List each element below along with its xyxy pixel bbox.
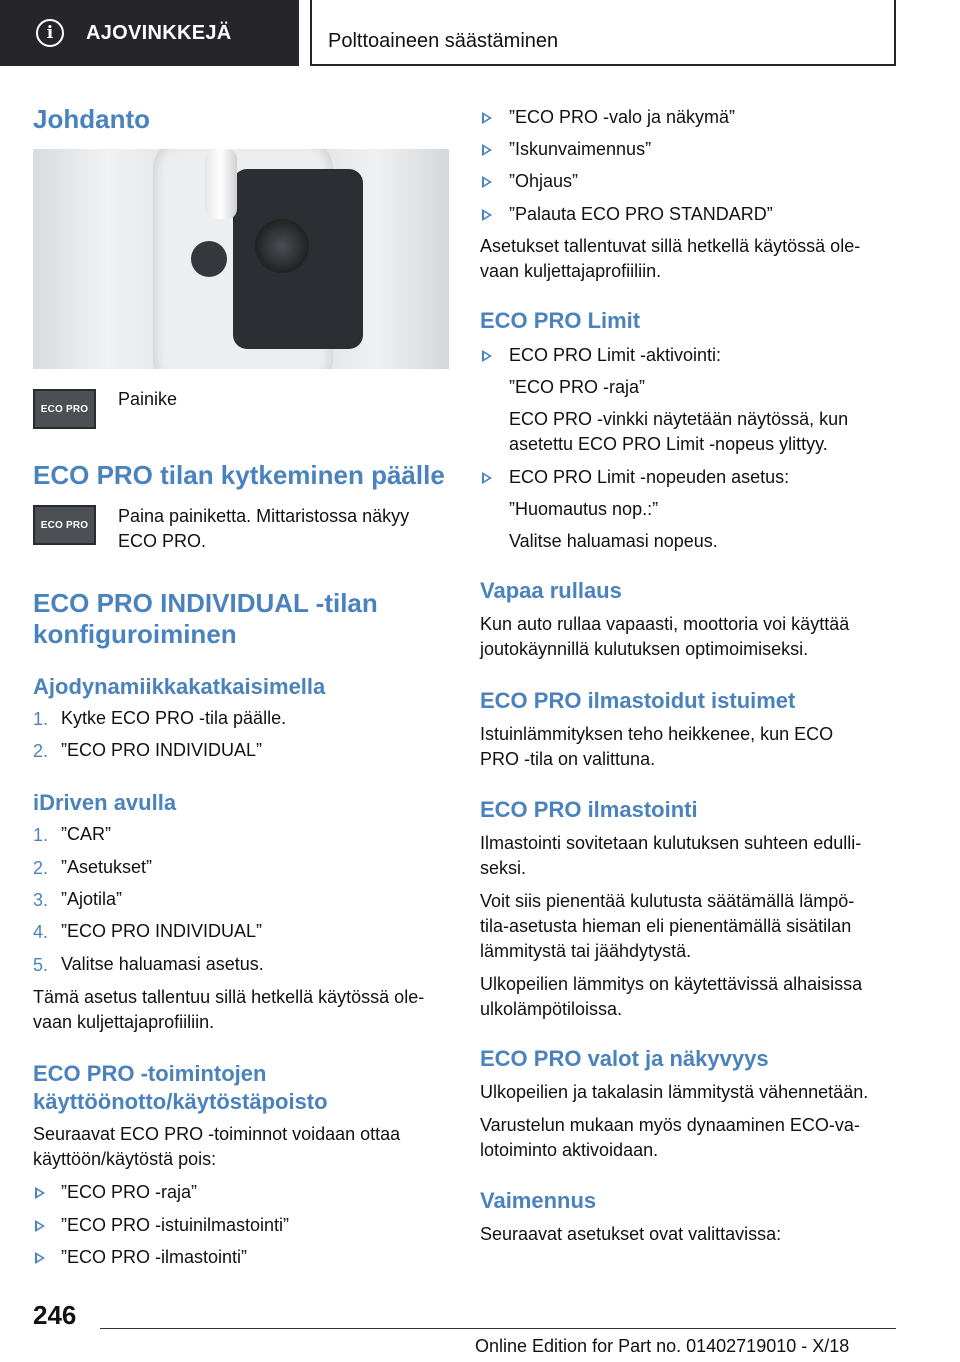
heading-seats: ECO PRO ilmastoidut istuimet (480, 688, 796, 713)
bullet-triangle-icon (482, 209, 492, 221)
step-text: ”Asetukset” (61, 857, 153, 877)
text-line: Tämä asetus tallentuu sillä hetkellä käytössä ole- (33, 987, 425, 1007)
heading-line: ECO PRO INDIVIDUAL -tilan (33, 588, 378, 618)
text-line: ECO PRO Limit -aktivointi: (509, 345, 722, 365)
text-line: Paina painiketta. Mittaristossa näkyy (118, 506, 410, 526)
step-text: Kytke ECO PRO -tila päälle. (61, 708, 287, 728)
text-line: lämmitystä tai jäähdytystä. (480, 941, 692, 961)
text-line: Istuinlämmityksen teho heikkenee, kun ECO (480, 724, 834, 744)
text-line: Ulkopeilien lämmitys on käytettävissä alhaisissa (480, 974, 863, 994)
text-line: ”Huomautus nop.:” (509, 499, 659, 519)
bullet-triangle-icon (482, 112, 492, 124)
text-line: käyttöön/käytöstä pois: (33, 1149, 217, 1169)
seats-text (480, 722, 833, 772)
button-caption: Painike (118, 389, 178, 409)
eco-pro-button-label: ECO PRO (40, 519, 89, 531)
header-chapter-box (310, 0, 896, 66)
text-line: seksi. (480, 858, 527, 878)
step-number: 1. (33, 825, 49, 845)
eco-pro-button-icon (33, 505, 96, 545)
text-line: Varustelun mukaan myös dynaaminen ECO-va- (480, 1115, 860, 1135)
info-icon: i (36, 19, 64, 47)
list-item: ”Palauta ECO PRO STANDARD” (509, 204, 773, 224)
saved-note (33, 985, 424, 1035)
step-text: ”Ajotila” (61, 889, 123, 909)
text-line: asetettu ECO PRO Limit -nopeus ylittyy. (509, 434, 828, 454)
console-photo (33, 149, 449, 369)
chapter-title: Polttoaineen säästäminen (328, 30, 559, 52)
list-item: ”ECO PRO -valo ja näkymä” (509, 107, 736, 127)
bullet-triangle-icon (482, 472, 492, 484)
bullet-triangle-icon (482, 144, 492, 156)
text-line: Ulkopeilien ja takalasin lämmitystä vähennetään. (480, 1082, 869, 1102)
heading-line: konfiguroiminen (33, 619, 237, 649)
text-line: Seuraavat ECO PRO -toiminnot voidaan ottaa (33, 1124, 401, 1144)
damping-text: Seuraavat asetukset ovat valittavissa: (480, 1224, 782, 1244)
step-number: 2. (33, 858, 49, 878)
limit-activation (509, 343, 848, 457)
climate-text (480, 831, 862, 1022)
text-line: ”ECO PRO -raja” (509, 377, 646, 397)
bullet-triangle-icon (35, 1220, 45, 1232)
text-line: ulkolämpötiloissa. (480, 999, 623, 1019)
list-item: ”ECO PRO -raja” (61, 1182, 198, 1202)
step-number: 3. (33, 890, 49, 910)
eco-pro-button-label: ECO PRO (40, 403, 89, 415)
heading-line: ECO PRO -toimintojen (33, 1061, 267, 1086)
step-number: 5. (33, 955, 49, 975)
text-line: PRO -tila on valittuna. (480, 749, 656, 769)
footer-rule (100, 1328, 896, 1329)
switch-on-text (118, 504, 409, 554)
step-text: Valitse haluamasi asetus. (61, 954, 264, 974)
bullet-triangle-icon (482, 350, 492, 362)
limit-speed (509, 465, 789, 554)
saved-note-right (480, 234, 860, 284)
heading-individual (33, 588, 378, 650)
text-line: Kun auto rullaa vapaasti, moottoria voi käyttää (480, 614, 850, 634)
heading-limit: ECO PRO Limit (480, 308, 641, 333)
start-stop-button-image (191, 241, 227, 277)
step-text: ”CAR” (61, 824, 111, 844)
idrive-controller-image (255, 219, 309, 273)
heading-functions (33, 1060, 328, 1116)
functions-intro (33, 1122, 400, 1172)
text-line: joutokäynnillä kulutuksen optimoimiseksi. (480, 639, 809, 659)
step-number: 2. (33, 741, 49, 761)
list-item: ”ECO PRO -ilmastointi” (61, 1247, 248, 1267)
heading-switch: Ajodynamiikkakatkaisimella (33, 674, 326, 699)
heading-intro: Johdanto (33, 104, 150, 134)
step-text: ”ECO PRO INDIVIDUAL” (61, 740, 263, 760)
list-item: ”Iskunvaimennus” (509, 139, 652, 159)
heading-lights: ECO PRO valot ja näkyvyys (480, 1046, 769, 1071)
heading-coast: Vapaa rullaus (480, 578, 622, 603)
step-text: ”ECO PRO INDIVIDUAL” (61, 921, 263, 941)
text-line: ECO PRO. (118, 531, 207, 551)
step-number: 1. (33, 709, 49, 729)
heading-climate: ECO PRO ilmastointi (480, 797, 698, 822)
text-line: Valitse haluamasi nopeus. (509, 531, 718, 551)
footer-edition: Online Edition for Part no. 01402719010 - X/18 (475, 1336, 850, 1356)
text-line: vaan kuljettajaprofiiliin. (480, 261, 662, 281)
page-number: 246 (33, 1300, 77, 1330)
step-number: 4. (33, 922, 49, 942)
heading-line: käyttöönotto/käytöstäpoisto (33, 1089, 328, 1114)
coast-text (480, 612, 849, 662)
heading-idrive: iDriven avulla (33, 790, 177, 815)
list-item: ”Ohjaus” (509, 171, 579, 191)
text-line: ECO PRO -vinkki näytetään näytössä, kun (509, 409, 849, 429)
text-line: tila-asetusta hieman eli pienentämällä sisätilan (480, 916, 852, 936)
text-line: lotoiminto aktivoidaan. (480, 1140, 659, 1160)
text-line: Ilmastointi sovitetaan kulutuksen suhteen edulli- (480, 833, 862, 853)
heading-switch-on: ECO PRO tilan kytkeminen päälle (33, 460, 445, 490)
text-line: ECO PRO Limit -nopeuden asetus: (509, 467, 790, 487)
lights-text (480, 1080, 868, 1163)
header-section-tab (0, 0, 299, 66)
text-line: Asetukset tallentuvat sillä hetkellä käytössä ole- (480, 236, 861, 256)
text-line: Voit siis pienentää kulutusta säätämällä lämpö- (480, 891, 855, 911)
bullet-triangle-icon (35, 1252, 45, 1264)
gear-selector-image (205, 149, 237, 219)
heading-damping: Vaimennus (480, 1188, 597, 1213)
bullet-triangle-icon (35, 1187, 45, 1199)
text-line: vaan kuljettajaprofiiliin. (33, 1012, 215, 1032)
bullet-triangle-icon (482, 176, 492, 188)
eco-pro-button-icon (33, 389, 96, 429)
section-label: AJOVINKKEJÄ (86, 21, 232, 44)
list-item: ”ECO PRO -istuinilmastointi” (61, 1215, 290, 1235)
